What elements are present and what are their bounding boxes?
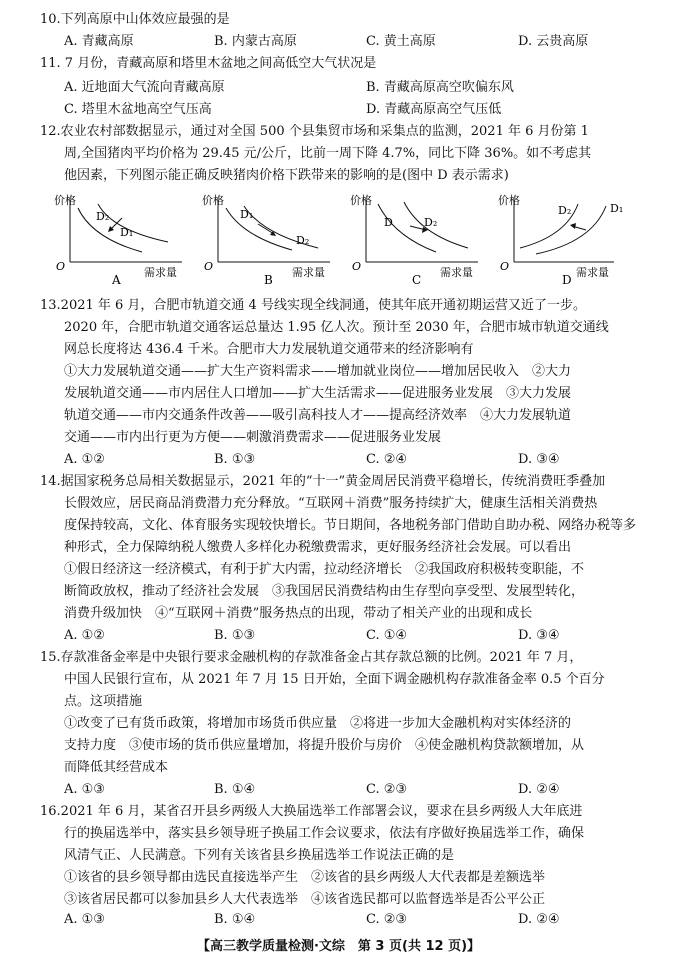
chart-a-origin: O	[56, 260, 66, 273]
q11-option-c: C. 塔里木盆地高空气压高	[64, 102, 212, 117]
q10-option-d: D. 云贵高原	[518, 34, 589, 49]
chart-c-xlabel: 需求量	[440, 266, 473, 279]
chart-b-ylabel: 价格	[202, 194, 224, 207]
chart-d-label-d1: D₁	[610, 202, 624, 215]
chart-d-letter: D	[562, 273, 572, 286]
chart-d	[496, 190, 636, 286]
chart-c-letter: C	[412, 273, 422, 286]
q16-line-5: ③该省居民都可以参加县乡人大代表选举 ④该省选民都可以监督选举是否公平公正	[64, 892, 546, 907]
chart-c-origin: O	[352, 260, 362, 273]
chart-a-letter: A	[112, 273, 121, 286]
chart-a-label-d2: D₂	[96, 210, 110, 223]
q14-line-2: 长假效应，居民商品消费潜力充分释放。“互联网＋消费”服务持续扩大，健康生活相关消费热	[64, 496, 598, 511]
chart-a	[52, 190, 192, 286]
q15-line-3: 点。这项措施	[64, 694, 143, 709]
q14-line-5: ①假日经济这一经济模式，有利于扩大内需，拉动经济增长 ②我国政府积极转变职能，不	[64, 562, 585, 577]
chart-b	[200, 190, 340, 286]
q13-line-2: 2020 年，合肥市轨道交通客运总量达 1.95 亿人次。预计至 2030 年，合肥市城市轨道交通线	[64, 320, 609, 335]
q14-option-d: D. ③④	[518, 628, 560, 643]
q15-option-a: A. ①③	[64, 782, 105, 797]
chart-d-arrowhead	[570, 223, 576, 229]
chart-d-ylabel: 价格	[498, 194, 520, 207]
q12-demand-charts	[52, 190, 624, 286]
chart-b-label-d2: D₂	[296, 234, 310, 247]
q16-line-1: 16.2021 年 6 月，某省召开县乡两级人大换届选举工作部署会议，要求在县乡两级人大年底进	[40, 804, 583, 819]
q16-line-4: ①该省的县乡领导都由选民直接选举产生 ②该省的县乡两级人大代表都是差额选举	[64, 870, 546, 885]
q15-line-1: 15.存款准备金率是中央银行要求金融机构的存款准备金占其存款总额的比例。2021 年 7 月，	[40, 650, 583, 665]
page-footer: 【高三教学质量检测·文综 第 3 页(共 12 页)】	[196, 939, 481, 954]
q13-line-7: 交通——市内出行更为方便——刺激消费需求——促进服务业发展	[64, 430, 442, 445]
q16-line-2: 行的换届选举中，落实县乡领导班子换届工作会议要求，依法有序做好换届选举工作，确保	[64, 826, 585, 841]
q14-line-7: 消费升级加快 ④“互联网＋消费”服务热点的出现，带动了相关产业的出现和成长	[64, 606, 533, 621]
q10-option-a: A. 青藏高原	[64, 34, 134, 49]
chart-d-xlabel: 需求量	[576, 266, 609, 279]
q13-line-3: 网总长度将达 436.4 千米。合肥市大力发展轨道交通带来的经济影响有	[64, 342, 474, 357]
chart-d-origin: O	[500, 260, 510, 273]
q11-option-d: D. 青藏高原高空气压低	[366, 102, 502, 117]
chart-c	[348, 190, 488, 286]
q16-option-d: D. ②④	[518, 912, 560, 927]
chart-b-arrow	[258, 224, 274, 234]
q15-line-2: 中国人民银行宣布，从 2021 年 7 月 15 日开始，全面下调金融机构存款准备金率 0.5 个百分	[64, 672, 605, 687]
q13-option-d: D. ③④	[518, 452, 560, 467]
chart-b-letter: B	[264, 273, 273, 286]
q16-option-a: A. ①③	[64, 912, 105, 927]
chart-a-ylabel-1: 价格	[54, 194, 76, 207]
q14-line-1: 14.据国家税务总局相关数据显示，2021 年的“十一”黄金周居民消费平稳增长，传统消费旺季叠加	[40, 474, 606, 489]
chart-b-xlabel: 需求量	[292, 266, 325, 279]
q13-option-b: B. ①③	[214, 452, 256, 467]
q13-line-1: 13.2021 年 6 月，合肥市轨道交通 4 号线实现全线洞通，使其年底开通初期运营又近了一步。	[40, 298, 586, 313]
q16-option-c: C. ②③	[366, 912, 408, 927]
q14-option-a: A. ①②	[64, 628, 105, 643]
q13-option-c: C. ②④	[366, 452, 408, 467]
chart-d-label-d2: D₂	[558, 204, 572, 217]
q15-option-d: D. ②④	[518, 782, 560, 797]
q15-option-c: C. ②③	[366, 782, 408, 797]
chart-c-ylabel: 价格	[350, 194, 372, 207]
chart-a-label-d1: D₁	[120, 226, 134, 239]
q12-line-3: 他因素，下列图示能正确反映猪肉价格下跌带来的影响的是(图中 D 表示需求)	[64, 168, 509, 183]
q13-line-6: 轨道交通——市内交通条件改善——吸引高科技人才——提高经济效率 ④大力发展轨道	[64, 408, 572, 423]
q13-line-5: 发展轨道交通——市内居住人口增加——扩大生活需求——促进服务业发展 ③大力发展	[64, 386, 572, 401]
q10-option-c: C. 黄土高原	[366, 34, 436, 49]
chart-b-curve-d1	[226, 208, 292, 250]
q10-option-b: B. 内蒙古高原	[214, 34, 297, 49]
q13-option-a: A. ①②	[64, 452, 105, 467]
q11-option-a: A. 近地面大气流向青藏高原	[64, 80, 225, 95]
q14-line-6: 断简政放权，推动了经济社会发展 ③我国居民消费结构由生存型向享受型、发展型转化，	[64, 584, 585, 599]
q15-line-6: 而降低其经营成本	[64, 760, 169, 775]
q11-option-b: B. 青藏高原高空吹偏东风	[366, 80, 514, 95]
q12-line-1: 12.农业农村部数据显示，通过对全国 500 个县集贸市场和采集点的监测，2021 年 6 月份第 1	[40, 124, 589, 139]
q14-option-b: B. ①③	[214, 628, 256, 643]
q14-line-3: 度保持较高，文化、体育服务实现较快增长。节日期间，各地税务部门借助自助办税、网络办税等多	[64, 518, 637, 533]
q15-option-b: B. ①④	[214, 782, 256, 797]
q13-line-4: ①大力发展轨道交通——扩大生产资料需求——增加就业岗位——增加居民收入 ②大力	[64, 364, 572, 379]
q12-line-2: 周,全国猪肉平均价格为 29.45 元/公斤，比前一周下降 4.7%，同比下降 36%。如不考虑其	[64, 146, 592, 161]
q15-line-5: 支持力度 ③使市场的货币供应量增加，将提升股价与房价 ④使金融机构贷款额增加，从	[64, 738, 585, 753]
q14-line-4: 种形式，全力保障纳税人缴费人多样化办税缴费需求，更好服务经济社会发展。可以看出	[64, 540, 572, 555]
chart-b-label-d1: D₁	[240, 208, 254, 221]
chart-b-origin: O	[204, 260, 214, 273]
q10-stem: 10.下列高原中山体效应最强的是	[40, 12, 230, 27]
chart-a-xlabel: 需求量	[144, 266, 177, 279]
q16-line-3: 风清气正、人民满意。下列有关该省县乡换届选举工作说法正确的是	[64, 848, 455, 863]
q11-stem: 11. 7 月份，青藏高原和塔里木盆地之间高低空大气状况是	[40, 56, 377, 71]
chart-c-label-d2: D₂	[424, 216, 438, 229]
q16-option-b: B. ①④	[214, 912, 256, 927]
q14-option-c: C. ①④	[366, 628, 408, 643]
q15-line-4: ①改变了已有货币政策，将增加市场货币供应量 ②将进一步加大金融机构对实体经济的	[64, 716, 572, 731]
chart-c-label-d: D	[384, 216, 393, 229]
